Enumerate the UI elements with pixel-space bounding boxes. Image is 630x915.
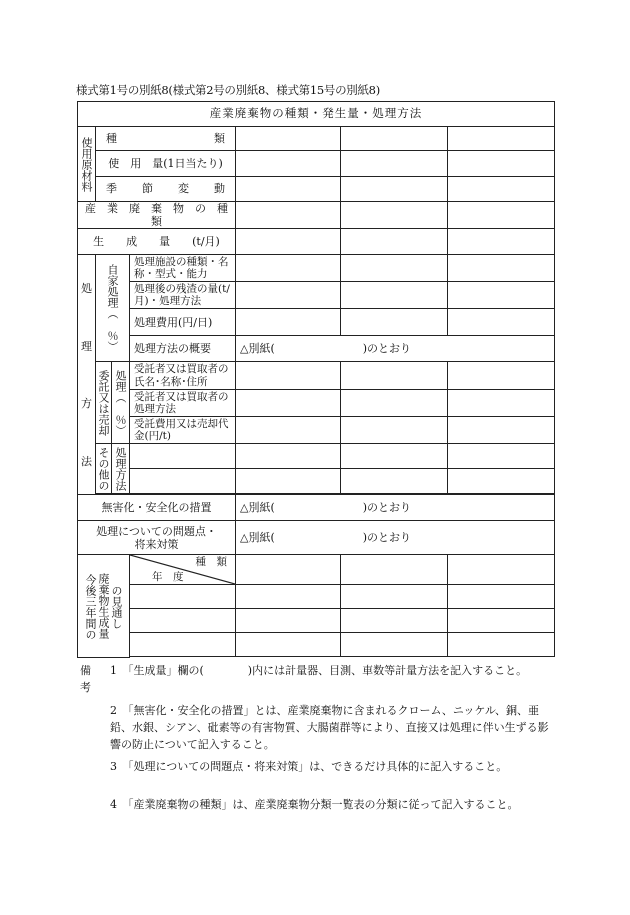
- self-cost-cell-2[interactable]: [341, 309, 448, 336]
- raw-usage-cell-1[interactable]: [236, 151, 341, 177]
- raw-kind-cell-2[interactable]: [341, 127, 448, 151]
- contractor-cell-3[interactable]: [448, 362, 555, 390]
- facility-cell-2[interactable]: [341, 255, 448, 282]
- outlook-kind-cell-3[interactable]: [448, 555, 555, 585]
- outlook-year-1[interactable]: [130, 585, 236, 609]
- waste-kind-cell-2[interactable]: [341, 202, 448, 229]
- consign-ratio-label: 処理（ ％）: [112, 362, 130, 444]
- outlook-r3-c3[interactable]: [448, 633, 555, 657]
- outlook-r2-c3[interactable]: [448, 609, 555, 633]
- self-cost-label: 処理費用(円/日): [130, 309, 236, 336]
- outlook-year-3[interactable]: [130, 633, 236, 657]
- consign-method-label: 受託者又は買取者の処理方法: [130, 390, 236, 417]
- waste-kind-cell-3[interactable]: [448, 202, 555, 229]
- facility-cell-1[interactable]: [236, 255, 341, 282]
- waste-kind-label: 産 業 廃 棄 物 の 種 類: [78, 202, 236, 229]
- notes-heading: 備考: [80, 664, 91, 695]
- consign-method-cell-3[interactable]: [448, 390, 555, 417]
- facility-label: 処理施設の種類・名称・型式・能力: [130, 255, 236, 282]
- waste-kind-cell-1[interactable]: [236, 202, 341, 229]
- contractor-label: 受託者又は買取者の氏名･名称･住所: [130, 362, 236, 390]
- self-cost-cell-3[interactable]: [448, 309, 555, 336]
- outlook-r1-c3[interactable]: [448, 585, 555, 609]
- consign-cost-cell-3[interactable]: [448, 417, 555, 444]
- residue-cell-1[interactable]: [236, 282, 341, 309]
- raw-seasonal-cell-3[interactable]: [448, 177, 555, 202]
- other-cell-a1[interactable]: [236, 444, 341, 469]
- issues-label: 処理についての問題点・将来対策: [78, 521, 236, 555]
- form-title: 産業廃棄物の種類・発生量・処理方法: [78, 102, 555, 127]
- outlook-header-cell: [130, 555, 236, 585]
- self-cost-cell-1[interactable]: [236, 309, 341, 336]
- raw-seasonal-cell-1[interactable]: [236, 177, 341, 202]
- overview-value[interactable]: △別紙( )のとおり: [236, 336, 555, 362]
- generation-cell-1[interactable]: [236, 229, 341, 255]
- raw-kind-cell-1[interactable]: [236, 127, 341, 151]
- outlook-label: の見通し 廃棄物生成量 今後三年間の: [78, 555, 130, 658]
- raw-usage-cell-2[interactable]: [341, 151, 448, 177]
- overview-label: 処理方法の概要: [130, 336, 236, 362]
- contractor-cell-2[interactable]: [341, 362, 448, 390]
- raw-material-label: 使用原材料: [78, 127, 96, 202]
- other-label: その他の: [96, 444, 112, 494]
- raw-usage-cell-3[interactable]: [448, 151, 555, 177]
- raw-material-kind-label: 種 類: [96, 127, 236, 151]
- safety-value[interactable]: △別紙( )のとおり: [236, 495, 555, 521]
- generation-cell-3[interactable]: [448, 229, 555, 255]
- outlook-r1-c2[interactable]: [341, 585, 448, 609]
- other-cell-a3[interactable]: [448, 444, 555, 469]
- raw-material-usage-label: 使 用 量(1日当たり): [96, 151, 236, 177]
- generation-cell-2[interactable]: [341, 229, 448, 255]
- other-cell-b0[interactable]: [130, 469, 236, 494]
- outlook-r1-c1[interactable]: [236, 585, 341, 609]
- other-method-label: 処理方法: [112, 444, 130, 494]
- outlook-year-label: 年 度: [152, 570, 184, 583]
- self-processing-label: 自家処理（ ％）: [96, 255, 130, 362]
- consign-label: 委託又は売却: [96, 362, 112, 444]
- consign-cost-cell-2[interactable]: [341, 417, 448, 444]
- other-cell-b2[interactable]: [341, 469, 448, 494]
- raw-seasonal-cell-2[interactable]: [341, 177, 448, 202]
- outlook-kind-label: 種 類: [195, 556, 227, 569]
- processing-method-label: 処 理 方 法: [78, 255, 96, 495]
- consign-cost-cell-1[interactable]: [236, 417, 341, 444]
- facility-cell-3[interactable]: [448, 255, 555, 282]
- other-cell-a2[interactable]: [341, 444, 448, 469]
- contractor-cell-1[interactable]: [236, 362, 341, 390]
- outlook-r2-c2[interactable]: [341, 609, 448, 633]
- outlook-r3-c2[interactable]: [341, 633, 448, 657]
- consign-cost-label: 受託費用又は売却代金(円/t): [130, 417, 236, 444]
- generation-label: 生 成 量 (t/月): [78, 229, 236, 255]
- other-cell-b1[interactable]: [236, 469, 341, 494]
- outlook-kind-cell-2[interactable]: [341, 555, 448, 585]
- other-cell-a0[interactable]: [130, 444, 236, 469]
- other-cell-b3[interactable]: [448, 469, 555, 494]
- residue-label: 処理後の残渣の量(t/月)・処理方法: [130, 282, 236, 309]
- form-header: 様式第1号の別紙8(様式第2号の別紙8、様式第15号の別紙8): [76, 83, 380, 97]
- residue-cell-2[interactable]: [341, 282, 448, 309]
- consign-method-cell-1[interactable]: [236, 390, 341, 417]
- issues-value[interactable]: △別紙( )のとおり: [236, 521, 555, 555]
- outlook-year-2[interactable]: [130, 609, 236, 633]
- residue-cell-3[interactable]: [448, 282, 555, 309]
- outlook-kind-cell-1[interactable]: [236, 555, 341, 585]
- outlook-r2-c1[interactable]: [236, 609, 341, 633]
- raw-material-seasonal-label: 季 節 変 動: [96, 177, 236, 202]
- waste-form-table: [77, 101, 555, 658]
- outlook-r3-c1[interactable]: [236, 633, 341, 657]
- safety-label: 無害化・安全化の措置: [78, 495, 236, 521]
- consign-method-cell-2[interactable]: [341, 390, 448, 417]
- raw-kind-cell-3[interactable]: [448, 127, 555, 151]
